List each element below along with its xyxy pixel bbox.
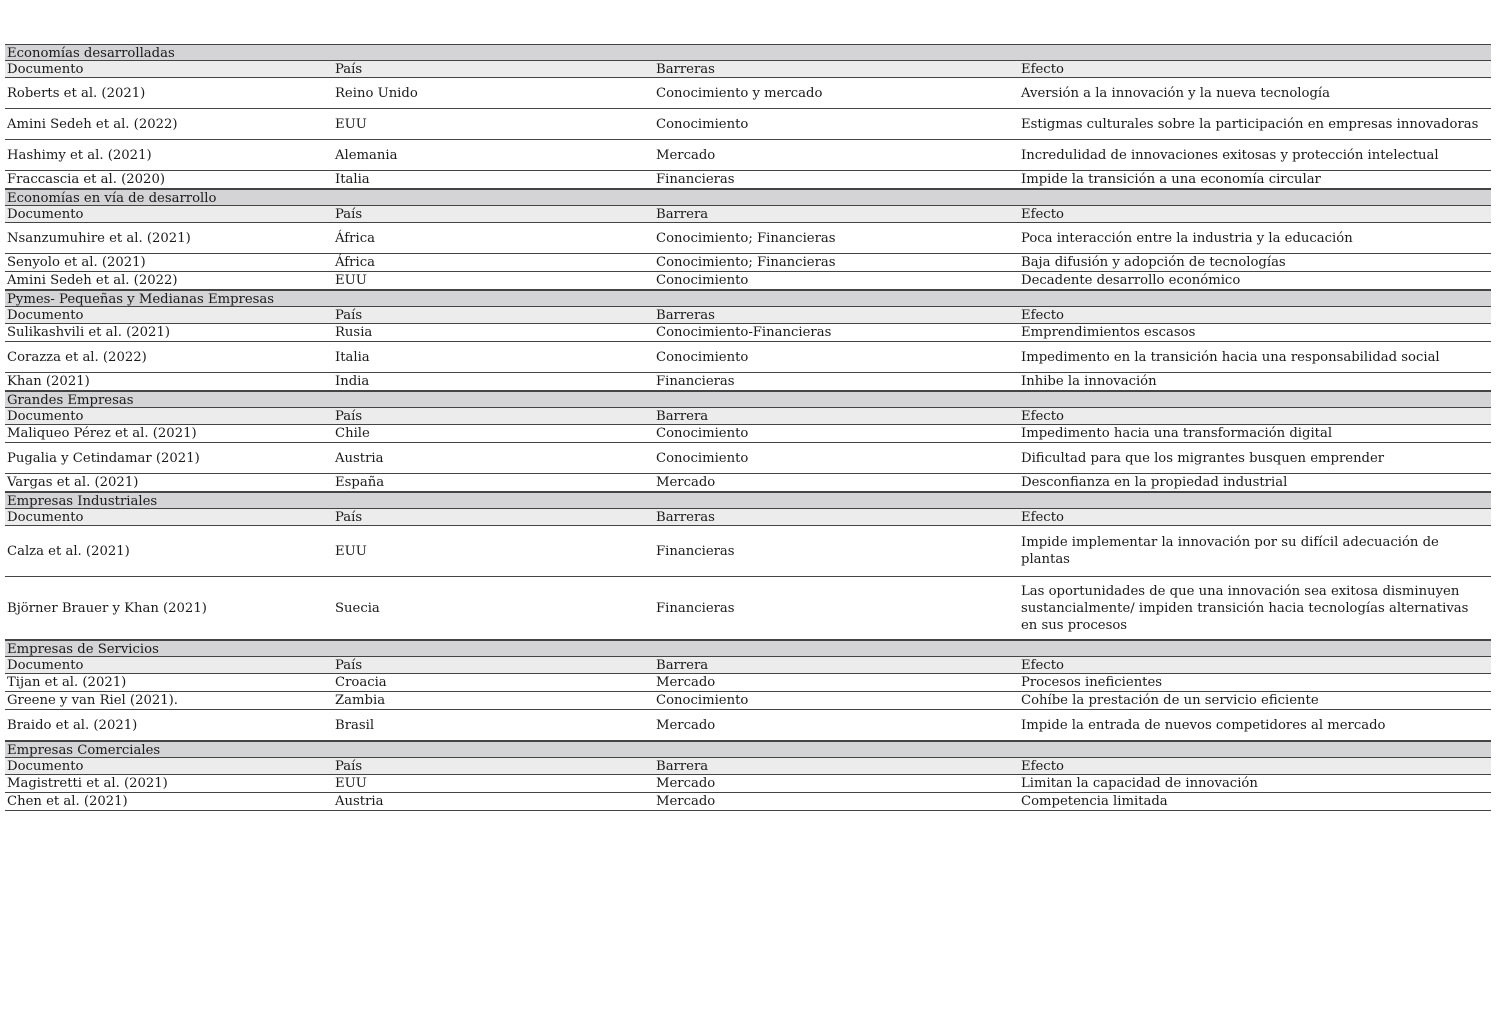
header-documento: Documento [7, 658, 84, 673]
section-title: Empresas de Servicios [5, 640, 1491, 657]
header-efecto: Efecto [1021, 510, 1064, 525]
cell-barrera: Conocimiento [656, 273, 749, 288]
cell-pais: Croacia [335, 675, 387, 690]
table-section [5, 391, 1491, 492]
cell-barrera: Conocimiento-Financieras [656, 325, 832, 340]
cell-pais: Chile [335, 426, 370, 441]
header-barrera: Barrera [656, 409, 709, 424]
cell-pais: Italia [335, 349, 370, 365]
header-pais: País [335, 308, 363, 323]
cell-pais: Suecia [335, 600, 380, 616]
cell-barrera: Conocimiento; Financieras [656, 255, 836, 270]
section-title: Grandes Empresas [5, 391, 1491, 408]
cell-barrera: Conocimiento [656, 116, 749, 132]
cell-pais: EUU [335, 273, 367, 288]
table-row [5, 793, 1491, 811]
cell-documento: Sulikashvili et al. (2021) [7, 325, 170, 340]
table-row [5, 443, 1491, 474]
table-row [5, 425, 1491, 443]
header-documento: Documento [7, 308, 84, 323]
cell-documento: Pugalia y Cetindamar (2021) [7, 450, 200, 466]
cell-documento: Maliqueo Pérez et al. (2021) [7, 426, 197, 441]
cell-efecto: Estigmas culturales sobre la participación en empresas innovadoras [1021, 116, 1479, 132]
table-row [5, 324, 1491, 342]
column-header-row [5, 509, 1491, 526]
cell-efecto: Limitan la capacidad de innovación [1021, 776, 1258, 791]
header-documento: Documento [7, 62, 84, 77]
barriers-table [5, 44, 1491, 811]
cell-barrera: Conocimiento [656, 693, 749, 708]
cell-pais: EUU [335, 543, 367, 559]
cell-barrera: Mercado [656, 475, 716, 490]
cell-barrera: Mercado [656, 717, 716, 733]
table-row [5, 474, 1491, 492]
cell-pais: África [335, 255, 375, 270]
cell-pais: España [335, 475, 385, 490]
header-barreras: Barreras [656, 510, 715, 525]
cell-documento: Amini Sedeh et al. (2022) [7, 116, 178, 132]
header-barrera: Barrera [656, 658, 709, 673]
cell-documento: Braido et al. (2021) [7, 717, 138, 733]
cell-pais: EUU [335, 116, 367, 132]
cell-efecto: Impide la entrada de nuevos competidores al mercado [1021, 717, 1386, 733]
cell-pais: Austria [335, 450, 384, 466]
cell-barrera: Conocimiento [656, 426, 749, 441]
header-documento: Documento [7, 510, 84, 525]
section-title: Empresas Industriales [5, 492, 1491, 509]
header-pais: País [335, 658, 363, 673]
table-row [5, 254, 1491, 272]
table-row [5, 526, 1491, 577]
cell-efecto: Competencia limitada [1021, 794, 1168, 809]
header-pais: País [335, 759, 363, 774]
cell-pais: India [335, 374, 370, 389]
cell-barrera: Conocimiento [656, 450, 749, 466]
cell-efecto: Impedimento hacia una transformación digital [1021, 426, 1333, 441]
table-row [5, 775, 1491, 793]
cell-pais: África [335, 230, 375, 246]
cell-documento: Tijan et al. (2021) [7, 675, 127, 690]
cell-documento: Björner Brauer y Khan (2021) [7, 600, 207, 616]
table-section [5, 189, 1491, 290]
cell-barrera: Conocimiento [656, 349, 749, 365]
table-section [5, 741, 1491, 811]
header-efecto: Efecto [1021, 409, 1064, 424]
cell-barrera: Mercado [656, 147, 716, 163]
header-barrera: Barrera [656, 207, 709, 222]
cell-barrera: Financieras [656, 172, 735, 187]
table-row [5, 171, 1491, 189]
cell-pais: Rusia [335, 325, 373, 340]
table-row [5, 674, 1491, 692]
table-section [5, 290, 1491, 391]
cell-documento: Khan (2021) [7, 374, 90, 389]
column-header-row [5, 408, 1491, 425]
cell-efecto: Baja difusión y adopción de tecnologías [1021, 255, 1286, 270]
cell-barrera: Mercado [656, 794, 716, 809]
column-header-row [5, 61, 1491, 78]
table-row [5, 272, 1491, 290]
section-title: Economías en vía de desarrollo [5, 189, 1491, 206]
header-pais: País [335, 510, 363, 525]
header-documento: Documento [7, 207, 84, 222]
cell-efecto: Inhibe la innovación [1021, 374, 1157, 389]
cell-pais: Austria [335, 794, 384, 809]
cell-documento: Magistretti et al. (2021) [7, 776, 168, 791]
cell-barrera: Financieras [656, 543, 735, 559]
cell-documento: Nsanzumuhire et al. (2021) [7, 230, 191, 246]
cell-efecto: Impide implementar la innovación por su difícil adecuación de plantas [1021, 535, 1439, 567]
table-row [5, 140, 1491, 171]
table-section [5, 640, 1491, 741]
section-title: Empresas Comerciales [5, 741, 1491, 758]
table-section [5, 492, 1491, 640]
header-pais: País [335, 207, 363, 222]
header-documento: Documento [7, 409, 84, 424]
header-pais: País [335, 409, 363, 424]
table-row [5, 342, 1491, 373]
cell-efecto: Dificultad para que los migrantes busquen emprender [1021, 450, 1385, 466]
header-barreras: Barreras [656, 62, 715, 77]
cell-documento: Amini Sedeh et al. (2022) [7, 273, 178, 288]
header-efecto: Efecto [1021, 658, 1064, 673]
header-barreras: Barreras [656, 308, 715, 323]
cell-barrera: Conocimiento; Financieras [656, 230, 836, 246]
cell-efecto: Decadente desarrollo económico [1021, 273, 1241, 288]
table-row [5, 692, 1491, 710]
cell-documento: Roberts et al. (2021) [7, 85, 146, 101]
cell-efecto: Cohíbe la prestación de un servicio eficiente [1021, 693, 1319, 708]
cell-efecto: Emprendimientos escasos [1021, 325, 1196, 340]
cell-efecto: Aversión a la innovación y la nueva tecnología [1021, 85, 1330, 101]
section-title: Economías desarrolladas [5, 44, 1491, 61]
cell-efecto: Poca interacción entre la industria y la educación [1021, 230, 1353, 246]
section-title: Pymes- Pequeñas y Medianas Empresas [5, 290, 1491, 307]
cell-barrera: Financieras [656, 374, 735, 389]
table-section [5, 44, 1491, 189]
header-barrera: Barrera [656, 759, 709, 774]
cell-documento: Calza et al. (2021) [7, 543, 130, 559]
table-row [5, 710, 1491, 741]
cell-pais: Italia [335, 172, 370, 187]
cell-documento: Chen et al. (2021) [7, 794, 128, 809]
cell-efecto: Las oportunidades de que una innovación sea exitosa disminuyen sustancialmente/ impiden transición hacia tecnologías alternativas en sus procesos [1021, 583, 1469, 633]
table-row [5, 109, 1491, 140]
header-pais: País [335, 62, 363, 77]
header-efecto: Efecto [1021, 207, 1064, 222]
cell-barrera: Financieras [656, 600, 735, 616]
cell-barrera: Conocimiento y mercado [656, 85, 823, 101]
header-efecto: Efecto [1021, 62, 1064, 77]
header-efecto: Efecto [1021, 759, 1064, 774]
cell-documento: Vargas et al. (2021) [7, 475, 139, 490]
cell-documento: Hashimy et al. (2021) [7, 147, 152, 163]
cell-pais: Zambia [335, 693, 386, 708]
cell-barrera: Mercado [656, 675, 716, 690]
cell-barrera: Mercado [656, 776, 716, 791]
table-row [5, 78, 1491, 109]
header-documento: Documento [7, 759, 84, 774]
cell-pais: Alemania [335, 147, 398, 163]
table-row [5, 223, 1491, 254]
header-efecto: Efecto [1021, 308, 1064, 323]
cell-efecto: Impide la transición a una economía circular [1021, 172, 1321, 187]
table-row [5, 577, 1491, 640]
column-header-row [5, 206, 1491, 223]
cell-documento: Senyolo et al. (2021) [7, 255, 146, 270]
cell-documento: Corazza et al. (2022) [7, 349, 147, 365]
cell-efecto: Incredulidad de innovaciones exitosas y protección intelectual [1021, 147, 1439, 163]
cell-documento: Greene y van Riel (2021). [7, 693, 178, 708]
table-row [5, 373, 1491, 391]
cell-pais: Reino Unido [335, 85, 418, 101]
column-header-row [5, 758, 1491, 775]
column-header-row [5, 307, 1491, 324]
cell-documento: Fraccascia et al. (2020) [7, 172, 165, 187]
cell-pais: EUU [335, 776, 367, 791]
column-header-row [5, 657, 1491, 674]
cell-pais: Brasil [335, 717, 375, 733]
cell-efecto: Impedimento en la transición hacia una responsabilidad social [1021, 349, 1440, 365]
cell-efecto: Procesos ineficientes [1021, 675, 1163, 690]
cell-efecto: Desconfianza en la propiedad industrial [1021, 475, 1288, 490]
